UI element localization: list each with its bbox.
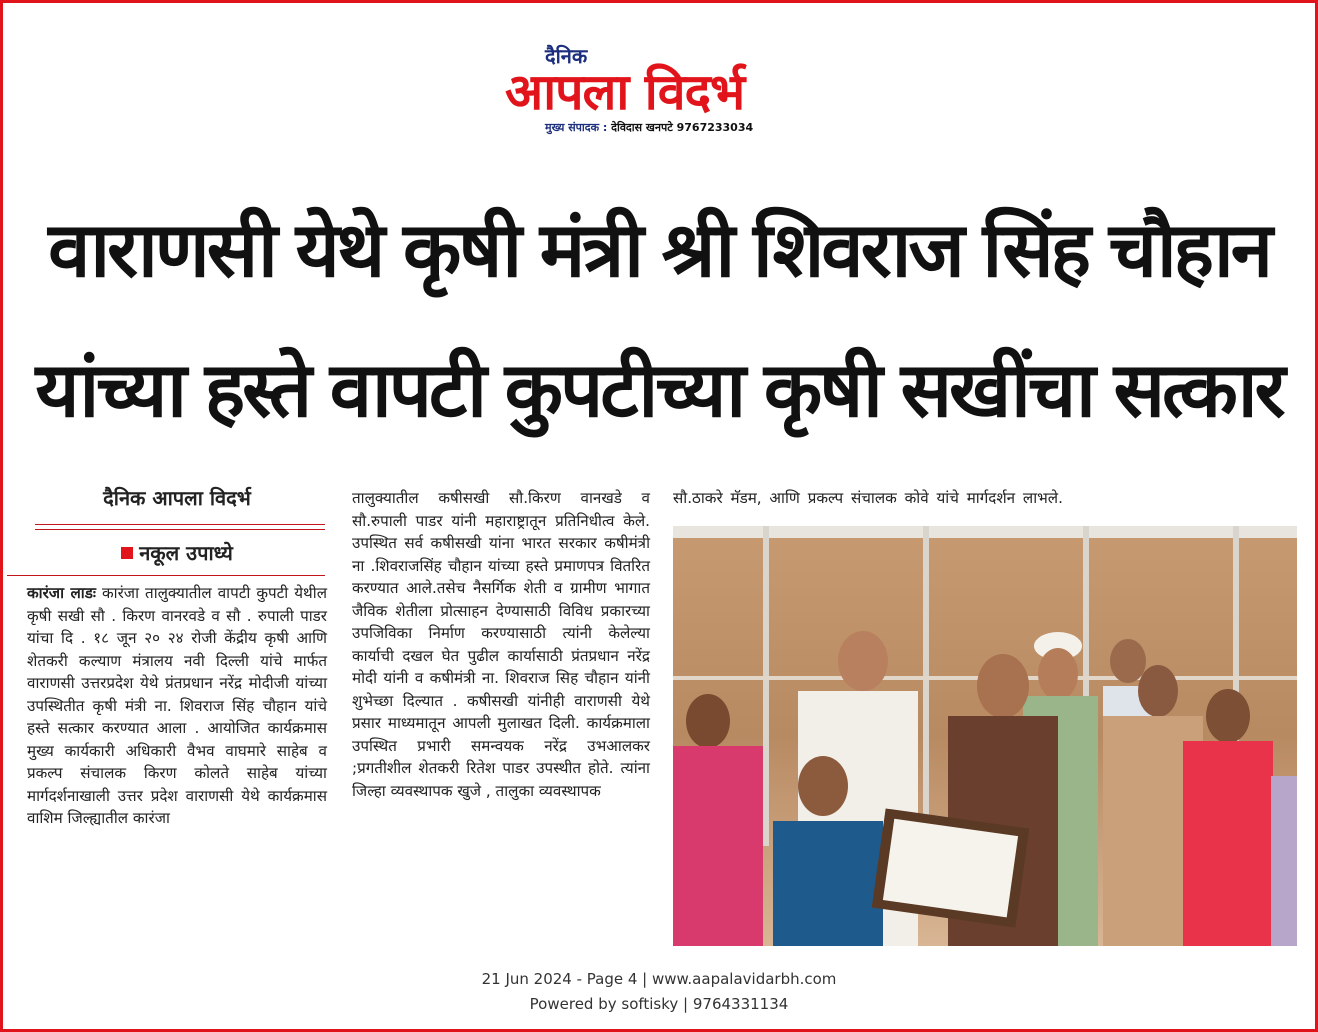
footer-page-info: 21 Jun 2024 - Page 4 | www.aapalavidarbh.com xyxy=(481,970,837,988)
column-1-text: कारंजा तालुक्यातील वापटी कुपटी येथील कृषी सखी सौ . किरण वानरवडे व सौ . रुपाली पाडर यांचा दि . १८ जून २० २४ रोजी केंद्रीय कृषी आणि शेतकरी कल्याण मंत्रालय नवी दिल्ली यांचे मार्फत वाराणसी उत्तरप्रदेश येथे प्रंतप्रधान नरेंद्र मोदीजी यांच्या उपस्थितीत कृषी मंत्री ना. शिवराज सिंह चौहान यांचे हस्ते सत्कार करण्यात आला . आयोजित कार्यक्रमास मुख्य कार्यकारी अधिकारी वैभव वाघमारे साहेब व प्रकल्प संचालक किरण कोलते साहेब यांच्या मार्गदर्शनाखाली उत्तर प्रदेश वाराणसी येथे कार्यक्रमास वाशिम जिल्ह्यातील कारंजा xyxy=(27,584,327,827)
editor-name: देविदास खनपटे 9767233034 xyxy=(611,121,754,134)
headline-line-2: यांच्या हस्ते वापटी कुपटीच्या कृषी सखींचा सत्कार xyxy=(35,345,1283,434)
masthead-daily: दैनिक xyxy=(545,44,588,68)
divider xyxy=(35,524,325,525)
headline-line-1: वाराणसी येथे कृषी मंत्री श्री शिवराज सिंह चौहान xyxy=(48,205,1270,294)
masthead-editor xyxy=(545,120,753,135)
article-column-1 xyxy=(27,487,327,947)
article-photo xyxy=(673,526,1297,946)
source-label: दैनिक आपला विदर्भ xyxy=(103,486,251,510)
column-2-text: तालुक्यातील कषीसखी सौ.किरण वानखडे व सौ.रुपाली पाडर यांनी महाराष्ट्रातून प्रतिनिधीत्व केले. उपस्थित सर्व कषीसखी यांना भारत सरकार कषीमंत्री ना .शिवराजसिंह चौहान यांच्या हस्ते प्रमाणपत्र वितरित करण्यात आले.तसेच नैसर्गिक शेती व ग्रामीण भागात जैविक शेतीला प्रोत्साहन देण्यासाठी विविध प्रकारच्या उपजिविका निर्माण करण्यासाठी त्यांनी केलेल्या कार्याची दखल घेत पुढील कार्यासाठी प्रंतप्रधान नरेंद्र मोदी यांनी व कषीमंत्री ना. शिवराज सिह चौहान यांनी शुभेच्छा दिल्यात . कषीसखी यांनीही वाराणसी येथे प्रसार माध्यमातून आपली मुलाखत दिली. कार्यक्रमाला उपस्थित प्रभारी समन्वयक नरेंद्र उभआलकर ;प्रगतीशील शेतकरी रितेश पाडर उपस्थीत होते. त्यांना जिल्हा व्यवस्थापक खुजे , तालुका व्यवस्थापक xyxy=(352,489,650,800)
column-3-text: सौ.ठाकरे मॅडम, आणि प्रकल्प संचालक कोवे यांचे मार्गदर्शन लाभले. xyxy=(673,489,1063,507)
masthead xyxy=(505,40,825,140)
author-byline xyxy=(27,542,327,565)
editor-label: मुख्य संपादक : xyxy=(545,121,608,134)
bullet-square-icon xyxy=(121,547,133,559)
divider xyxy=(35,529,325,530)
masthead-title: आपला विदर्भ xyxy=(505,63,745,121)
article-column-3 xyxy=(673,487,1297,510)
dateline: कारंजा लाडः xyxy=(27,584,96,602)
article-column-2 xyxy=(352,487,650,802)
footer-powered-by: Powered by softisky | 9764331134 xyxy=(529,995,789,1013)
author-name: नकूल उपाध्ये xyxy=(139,541,233,565)
divider xyxy=(7,575,325,576)
article-body-1 xyxy=(27,582,327,830)
